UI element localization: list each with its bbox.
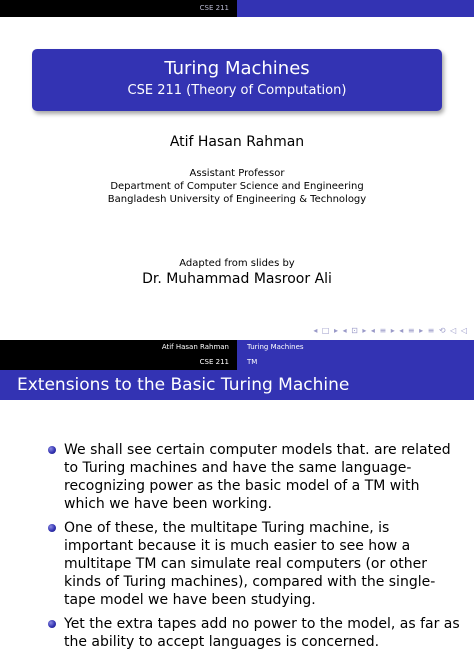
slide-title: Turing Machines <box>164 58 310 79</box>
bullet-text: We shall see certain computer models that. are related to Turing machines and have the same language-recognizing power as the basic model of a TM with which we have been working. <box>64 442 451 512</box>
header-author[interactable]: Atif Hasan Rahman <box>161 343 229 351</box>
bullet-dot-icon <box>48 524 56 532</box>
bullet-dot-icon <box>48 620 56 628</box>
author-name: Atif Hasan Rahman <box>169 134 305 150</box>
author-department: Department of Computer Science and Engineering <box>110 181 364 192</box>
list-item <box>48 441 460 513</box>
topbar-course-code: CSE 211 <box>0 0 237 17</box>
author-university: Bangladesh University of Engineering & Technology <box>107 194 367 205</box>
author-position: Assistant Professor <box>189 168 285 179</box>
header-section[interactable]: Turing Machines <box>247 343 304 351</box>
original-author: Dr. Muhammad Masroor Ali <box>142 271 332 287</box>
content-slide <box>0 340 474 650</box>
affiliation <box>0 167 474 206</box>
title-box <box>32 49 442 111</box>
header-right <box>237 340 474 370</box>
beamer-navigation-icons[interactable]: ◂ □ ▸ ◂ ⊡ ▸ ◂ ≡ ▸ ◂ ≡ ▸ ≡ ⟲ ◁ ◁ <box>313 326 468 335</box>
adapted-note: Adapted from slides by <box>179 258 295 269</box>
bullet-text: One of these, the multitape Turing machine, is important because it is much easier to see how a multitape TM can simulate real computers (or other kinds of Turing machines), compared with the single-tape model we have been studying. <box>64 520 436 608</box>
frame-title: Extensions to the Basic Turing Machine <box>0 370 474 400</box>
slide-header <box>0 340 474 370</box>
bullet-text: Yet the extra tapes add no power to the model, as far as the ability to accept languages is concerned. <box>64 616 460 650</box>
header-course-code[interactable]: CSE 211 <box>199 358 229 366</box>
bullet-list <box>48 441 460 657</box>
list-item <box>48 519 460 609</box>
header-left <box>0 340 237 370</box>
slide-topbar <box>0 0 474 17</box>
slide-subtitle: CSE 211 (Theory of Computation) <box>127 83 347 98</box>
topbar-accent <box>237 0 474 17</box>
list-item <box>48 615 460 651</box>
header-subsection[interactable]: TM <box>247 358 258 366</box>
bullet-dot-icon <box>48 446 56 454</box>
